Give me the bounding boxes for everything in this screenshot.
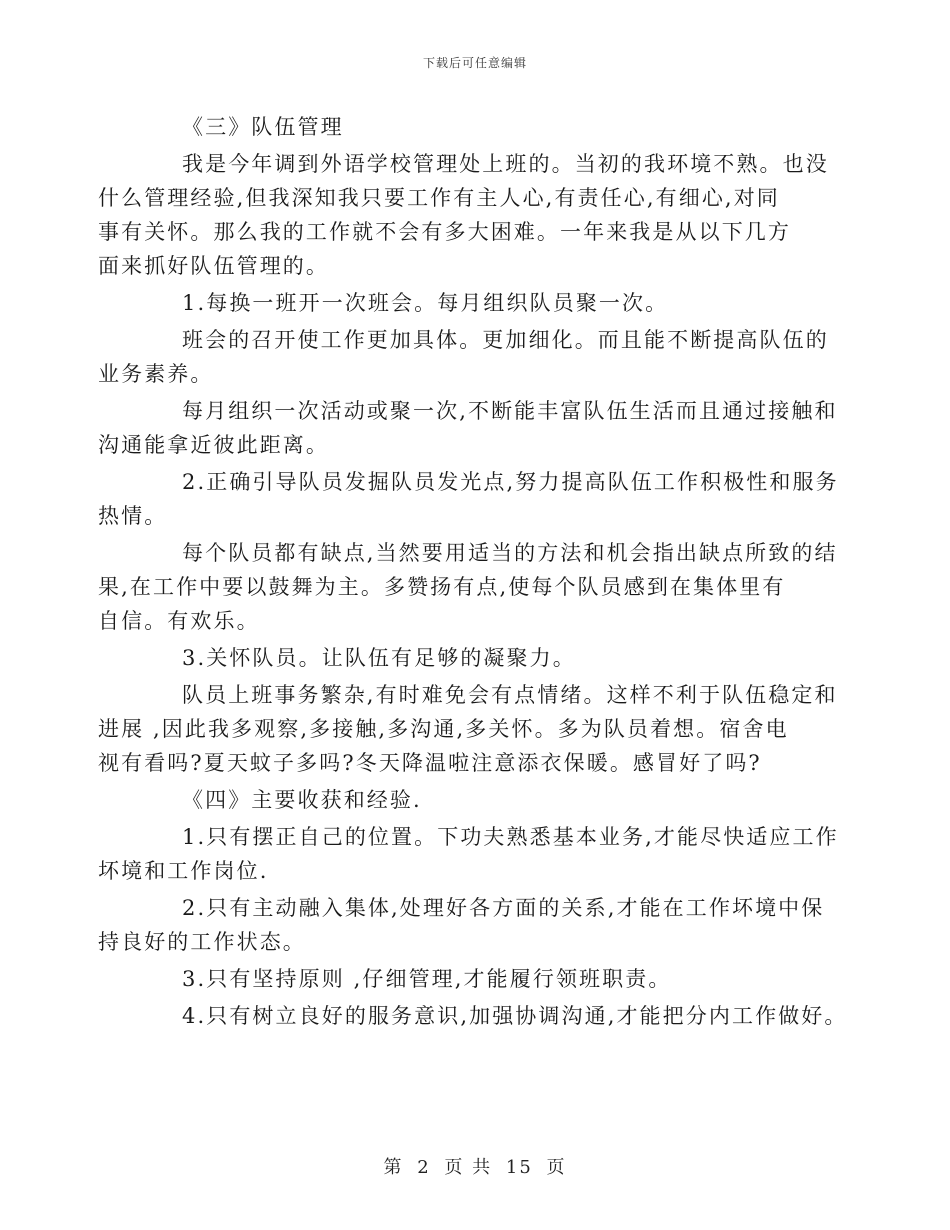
list-item-3 [140, 962, 820, 996]
list-item-2 [98, 465, 839, 533]
text-line: 热情。 [98, 504, 168, 528]
paragraph [98, 323, 829, 391]
list-item-1 [140, 286, 820, 320]
text-line: 视有看吗?夏天蚊子多吗?冬天降温啦注意添衣保暖。感冒好了吗? [98, 751, 762, 775]
paragraph [98, 536, 838, 638]
text-line: 1.只有摆正自己的位置。下功夫熟悉基本业务,才能尽快适应工作 [182, 825, 839, 849]
text-line: 2.正确引导队员发掘队员发光点,努力提高队伍工作积极性和服务 [182, 470, 839, 494]
text-line: 沟通能拿近彼此距离。 [98, 433, 329, 457]
text-line: 我是今年调到外语学校管理处上班的。当初的我环境不熟。也没 [182, 152, 829, 176]
text-line: 面来抓好队伍管理的。 [98, 254, 329, 278]
text-line: 2.只有主动融入集体,处理好各方面的关系,才能在工作坏境中保 [182, 896, 825, 920]
page-header-note: 下载后可任意编辑 [422, 56, 527, 70]
text-line: 什么管理经验,但我深知我只要工作有主人心,有责任心,有细心,对同 [98, 186, 780, 210]
paragraph [98, 394, 838, 462]
section-heading-team-management [140, 110, 820, 144]
text-line: 果,在工作中要以鼓舞为主。多赞扬有点,使每个队员感到在集体里有 [98, 575, 786, 599]
text-line: 自信。有欢乐。 [98, 609, 260, 633]
text-line: 每个队员都有缺点,当然要用适当的方法和机会指出缺点所致的结 [182, 541, 838, 565]
text-line: 班会的召开使工作更加具体。更加细化。而且能不断提高队伍的 [182, 328, 829, 352]
text-line: 队员上班事务繁杂,有时难免会有点情绪。这样不利于队伍稳定和 [182, 683, 838, 707]
paragraph [98, 678, 838, 780]
text-line: 3.只有坚持原则 ,仔细管理,才能履行领班职责。 [182, 967, 672, 991]
paragraph-intro [98, 147, 829, 283]
text-line: 3.关怀队员。让队伍有足够的凝聚力。 [182, 646, 576, 670]
section-heading-gains-and-experience [140, 783, 820, 817]
text-line: 《四》主要收获和经验. [182, 788, 422, 812]
text-line: 《三》队伍管理 [182, 115, 344, 139]
list-item-1 [98, 820, 839, 888]
text-line: 业务素养。 [98, 362, 214, 386]
document-body [98, 110, 848, 1036]
list-item-2 [98, 891, 825, 959]
page-footer [0, 1153, 950, 1179]
page-number: 2 [417, 1157, 431, 1178]
text-line: 事有关怀。那么我的工作就不会有多大困难。一年来我是从以下几方 [98, 220, 791, 244]
footer-suffix: 页 [546, 1157, 567, 1178]
text-line: 每月组织一次活动或聚一次,不断能丰富队伍生活而且通过接触和 [182, 399, 838, 423]
text-line: 坏境和工作岗位. [98, 859, 269, 883]
footer-prefix: 第 [383, 1157, 404, 1178]
footer-middle: 页 共 [444, 1157, 493, 1178]
total-pages: 15 [505, 1157, 533, 1178]
text-line: 进展 ,因此我多观察,多接触,多沟通,多关怀。多为队员着想。宿舍电 [98, 717, 789, 741]
text-line: 4.只有树立良好的服务意识,加强协调沟通,才能把分内工作做好。 [182, 1004, 848, 1028]
list-item-4 [140, 999, 848, 1033]
list-item-3 [140, 641, 820, 675]
text-line: 持良好的工作状态。 [98, 930, 306, 954]
text-line: 1.每换一班开一次班会。每月组织队员聚一次。 [182, 291, 669, 315]
